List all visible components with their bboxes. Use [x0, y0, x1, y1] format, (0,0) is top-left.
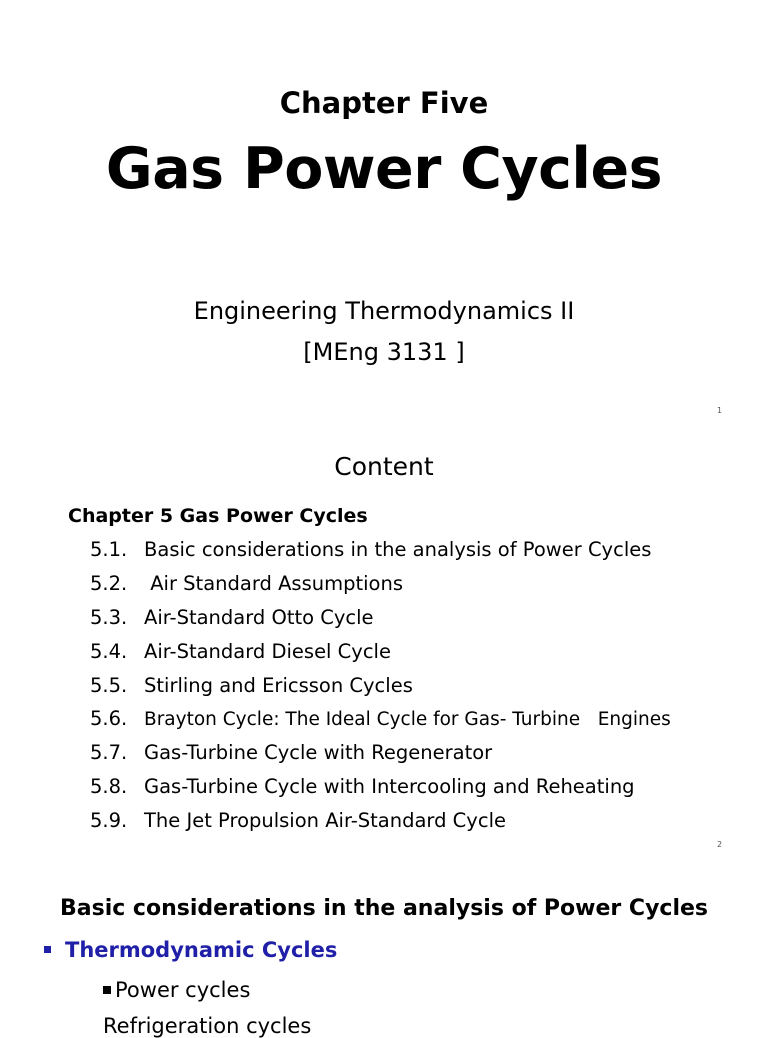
toc-item-text: Air-Standard Otto Cycle [144, 606, 374, 629]
toc-item-text: The Jet Propulsion Air-Standard Cycle [144, 809, 506, 832]
chapter-label: Chapter Five [279, 86, 489, 120]
toc-item-number: 5.9. [90, 809, 128, 832]
toc-item [90, 674, 413, 708]
toc-item-number: 5.8. [90, 775, 128, 798]
toc-item-text: Air-Standard Diesel Cycle [144, 640, 391, 663]
toc-item-text: Brayton Cycle: The Ideal Cycle for Gas- Turbine Engines [144, 709, 671, 730]
sub-bullet-text: Refrigeration cycles [103, 1014, 312, 1038]
page-number: 1 [717, 406, 723, 415]
toc-item-number: 5.1. [90, 538, 128, 561]
square-bullet-icon [103, 986, 111, 994]
toc-item [90, 775, 635, 809]
square-bullet-icon [44, 946, 51, 953]
toc-item [90, 606, 374, 640]
page-number: 2 [717, 840, 723, 849]
bullet-text: Thermodynamic Cycles [65, 938, 338, 962]
toc-item-text: Air Standard Assumptions [144, 572, 403, 595]
toc-item [90, 640, 391, 674]
toc-item-number: 5.7. [90, 741, 128, 764]
slide-title: Gas Power Cycles [105, 136, 663, 202]
chapter-heading: Chapter 5 Gas Power Cycles [68, 505, 368, 527]
toc-item-text: Stirling and Ericsson Cycles [144, 674, 413, 697]
toc-item-number: 5.2. [90, 572, 128, 595]
toc-item-number: 5.4. [90, 640, 128, 663]
section-title: Basic considerations in the analysis of Power Cycles [59, 896, 709, 921]
toc-item [90, 809, 506, 843]
toc-item-number: 5.3. [90, 606, 128, 629]
toc-item-text: Gas-Turbine Cycle with Intercooling and Reheating [144, 775, 635, 798]
course-code: [MEng 3131 ] [303, 338, 465, 366]
toc-item [90, 741, 492, 775]
bullet-item [44, 938, 337, 962]
sub-bullet-item [103, 1014, 311, 1038]
toc-item [90, 572, 403, 606]
toc-item [90, 538, 651, 572]
toc-item-text: Gas-Turbine Cycle with Regenerator [144, 741, 493, 764]
course-name: Engineering Thermodynamics II [193, 297, 575, 325]
toc-item-text: Basic considerations in the analysis of Power Cycles [144, 538, 652, 561]
sub-bullet-item [103, 978, 250, 1002]
content-title: Content [334, 452, 434, 481]
toc-item [90, 707, 671, 741]
sub-bullet-text: Power cycles [115, 978, 251, 1002]
toc-item-number: 5.5. [90, 674, 128, 697]
toc-item-number: 5.6. [90, 707, 128, 730]
